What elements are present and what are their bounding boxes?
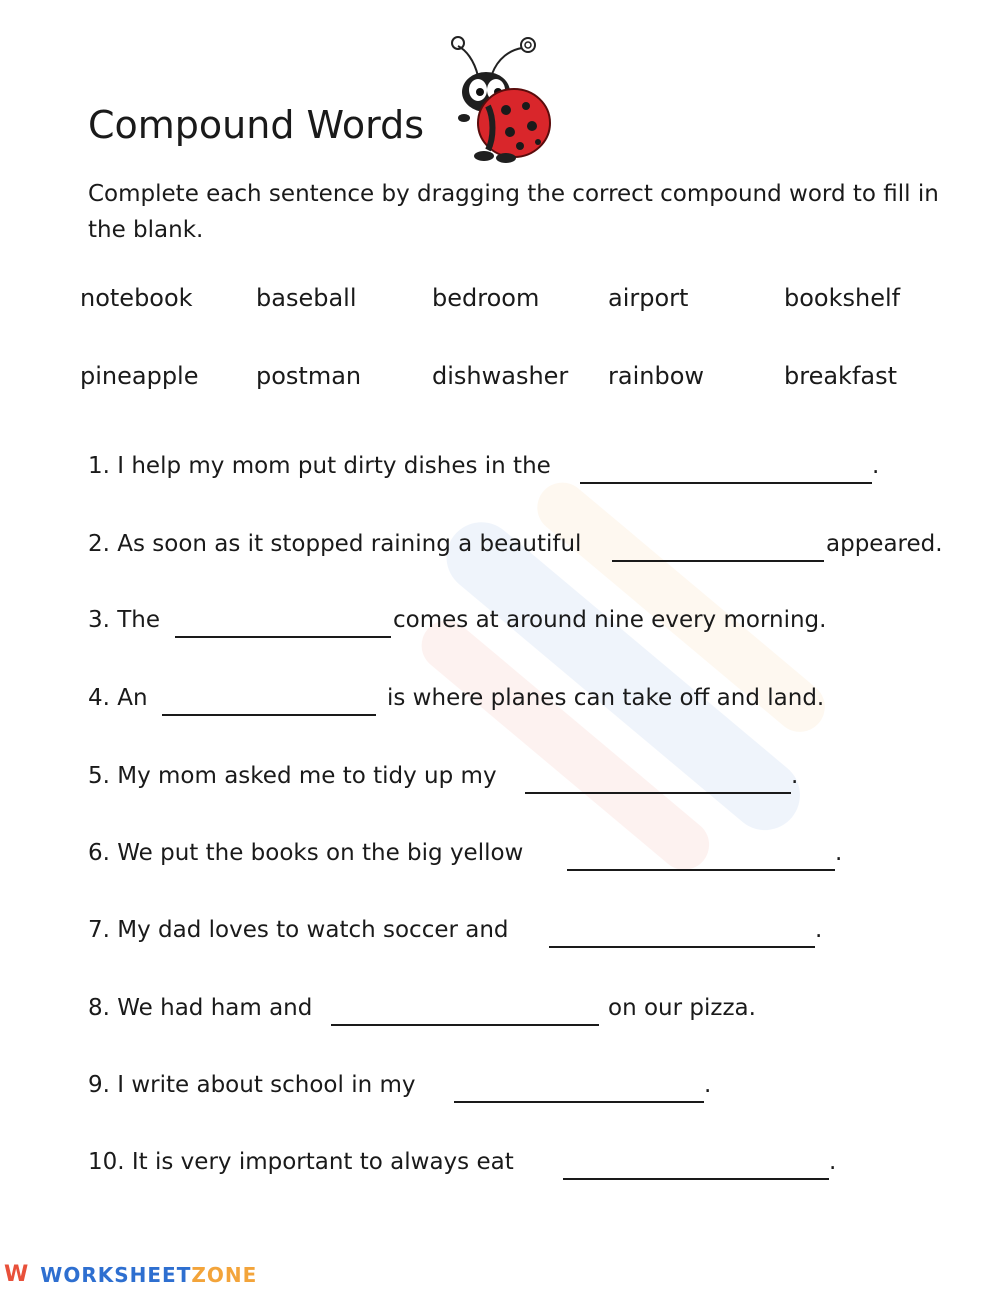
sentence-text-before: 4. An	[88, 685, 148, 711]
word-bank-item[interactable]: dishwasher	[432, 362, 569, 390]
sentence-text-before: 6. We put the books on the big yellow	[88, 840, 524, 866]
sentence-text-after: .	[704, 1072, 712, 1098]
answer-blank[interactable]	[612, 530, 824, 562]
sentence-text-before: 2. As soon as it stopped raining a beautiful	[88, 531, 582, 557]
word-bank-item[interactable]: baseball	[256, 284, 357, 312]
word-bank-item[interactable]: bookshelf	[784, 284, 901, 312]
sentence-text-after: .	[815, 917, 823, 943]
sentence-text-after: .	[791, 763, 799, 789]
answer-blank[interactable]	[563, 1148, 829, 1180]
answer-blank[interactable]	[525, 762, 791, 794]
answer-blank[interactable]	[331, 994, 599, 1026]
word-bank-item[interactable]: notebook	[80, 284, 193, 312]
sentence-text-before: 5. My mom asked me to tidy up my	[88, 763, 497, 789]
worksheetzone-logo-icon: W	[4, 1262, 29, 1287]
sentence-text-after: .	[872, 453, 880, 479]
answer-blank[interactable]	[567, 839, 835, 871]
brand-name-part2: ZONE	[191, 1262, 258, 1287]
word-bank-item[interactable]: airport	[608, 284, 689, 312]
sentence-text-before: 10. It is very important to always eat	[88, 1149, 514, 1175]
sentence-text-before: 3. The	[88, 607, 161, 633]
answer-blank[interactable]	[549, 916, 815, 948]
page-title: Compound Words	[88, 103, 425, 147]
sentence-text-before: 7. My dad loves to watch soccer and	[88, 917, 509, 943]
answer-blank[interactable]	[580, 452, 872, 484]
sentence-text-after: is where planes can take off and land.	[387, 685, 825, 711]
word-bank-item[interactable]: bedroom	[432, 284, 540, 312]
sentence-text-after: appeared.	[826, 531, 943, 557]
brand-name-part1: WORKSHEET	[40, 1262, 192, 1287]
word-bank-item[interactable]: postman	[256, 362, 362, 390]
answer-blank[interactable]	[454, 1071, 704, 1103]
sentence-text-after: on our pizza.	[608, 995, 756, 1021]
sentence-text-before: 9. I write about school in my	[88, 1072, 416, 1098]
sentence-text-after: .	[835, 840, 843, 866]
word-bank-item[interactable]: breakfast	[784, 362, 898, 390]
answer-blank[interactable]	[162, 684, 376, 716]
answer-blank[interactable]	[175, 606, 391, 638]
sentence-text-before: 1. I help my mom put dirty dishes in the	[88, 453, 551, 479]
footer-brand	[4, 1262, 257, 1287]
word-bank-item[interactable]: rainbow	[608, 362, 704, 390]
sentence-text-after: comes at around nine every morning.	[393, 607, 827, 633]
sentence-text-after: .	[829, 1149, 837, 1175]
sentence-text-before: 8. We had ham and	[88, 995, 313, 1021]
ladybug-icon	[448, 28, 558, 168]
instructions-text: Complete each sentence by dragging the correct compound word to fill in the blank.	[88, 181, 939, 243]
word-bank-item[interactable]: pineapple	[80, 362, 199, 390]
